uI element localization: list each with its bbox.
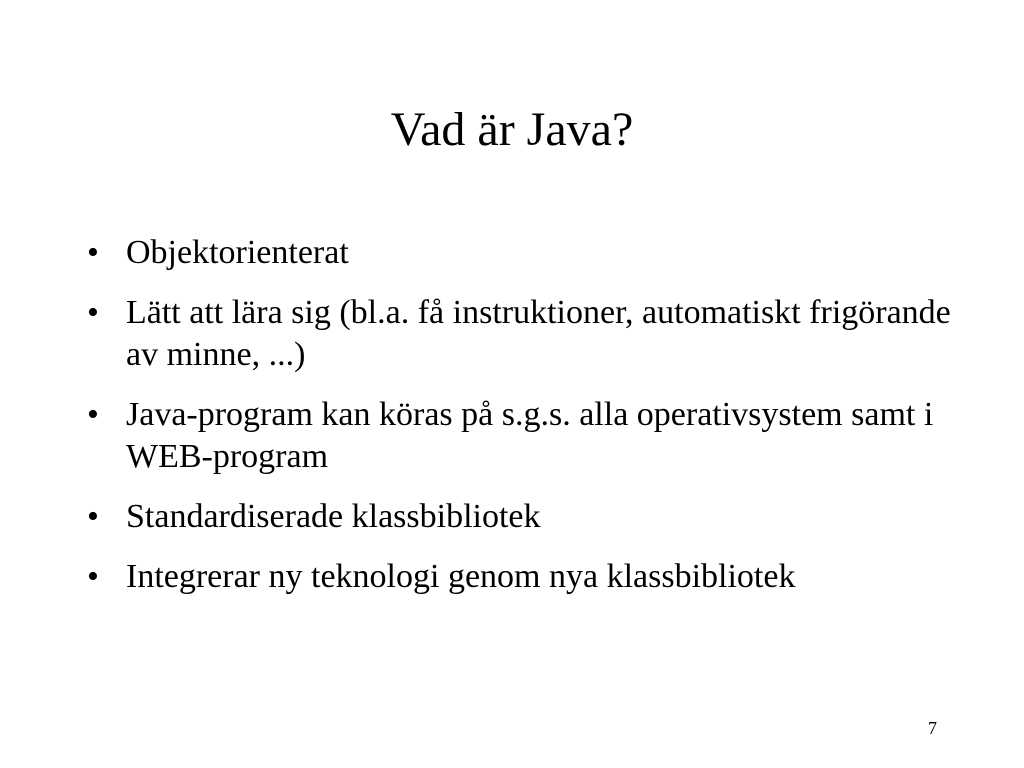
bullet-dot-icon: • [87,234,99,271]
bullet-text: Java-program kan köras på s.g.s. alla operativsystem samt i WEB-program [126,396,934,475]
bullet-item [87,394,967,478]
bullet-item [87,556,967,598]
page-number: 7 [928,718,937,738]
bullet-dot-icon: • [87,294,99,331]
bullet-dot-icon: • [87,396,99,433]
bullet-item [87,232,967,274]
bullet-text: Objektorienterat [126,234,349,271]
bullet-text: Standardiserade klassbibliotek [126,498,541,535]
bullet-item [87,292,967,376]
bullet-dot-icon: • [87,558,99,595]
slide-title: Vad är Java? [390,103,634,156]
bullet-text: Integrerar ny teknologi genom nya klassbibliotek [126,558,796,595]
bullet-item [87,496,967,538]
bullet-dot-icon: • [87,498,99,535]
bullet-text: Lätt att lära sig (bl.a. få instruktioner, automatiskt frigörande av minne, ...) [126,294,951,373]
bullet-list [87,232,967,616]
